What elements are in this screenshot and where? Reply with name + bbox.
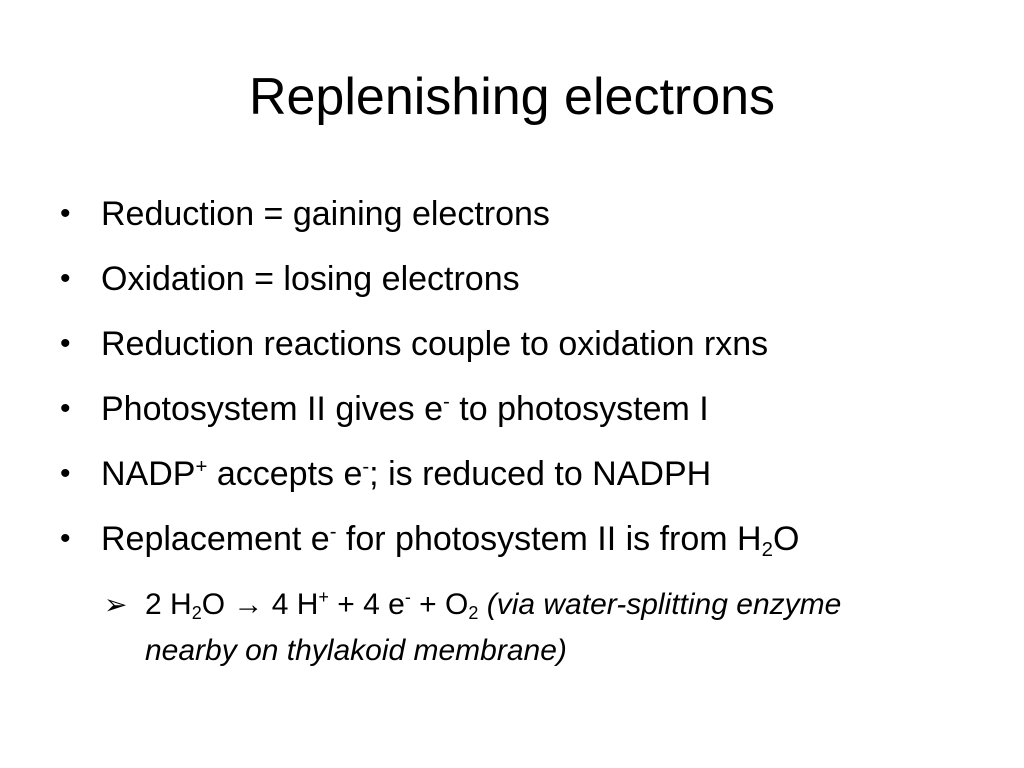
- bullet-item: [60, 255, 980, 320]
- bullet-item: [60, 320, 980, 385]
- bullet-item: [60, 450, 980, 515]
- bullet-item: [60, 515, 980, 580]
- bullet-dot-icon: •: [60, 522, 71, 555]
- arrow-bullet-icon: ➢: [104, 589, 128, 620]
- bullet-dot-icon: •: [60, 327, 71, 360]
- bullet-text: NADP+ accepts e-; is reduced to NADPH: [101, 455, 712, 493]
- bullet-text: Reduction reactions couple to oxidation rxns: [101, 325, 769, 363]
- bullet-text: Oxidation = losing electrons: [101, 260, 520, 298]
- bullet-item: [60, 190, 980, 255]
- bullet-text: Photosystem II gives e- to photosystem I: [101, 390, 709, 428]
- right-arrow-icon: →: [233, 588, 264, 621]
- slide-title: Replenishing electrons: [248, 68, 776, 126]
- subbullet-note: (via water-splitting enzyme nearby on thylakoid membrane): [145, 588, 842, 667]
- bullet-dot-icon: •: [60, 262, 71, 295]
- sub-bullet-text: 2 $H_2O \to 4$ H+ + 4 $e^- + O_2$ (via water-splitting enzyme nearby on thylakoid membrane): [145, 587, 842, 667]
- bullet-list: [60, 190, 980, 580]
- bullet-dot-icon: •: [60, 197, 71, 230]
- bullet-dot-icon: •: [60, 392, 71, 425]
- bullet-text: Reduction = gaining electrons: [101, 195, 550, 233]
- bullet-item: [60, 385, 980, 450]
- bullet-dot-icon: •: [60, 457, 71, 490]
- bullet-text: Replacement e- for photosystem II is from $H_2O$: [101, 520, 800, 562]
